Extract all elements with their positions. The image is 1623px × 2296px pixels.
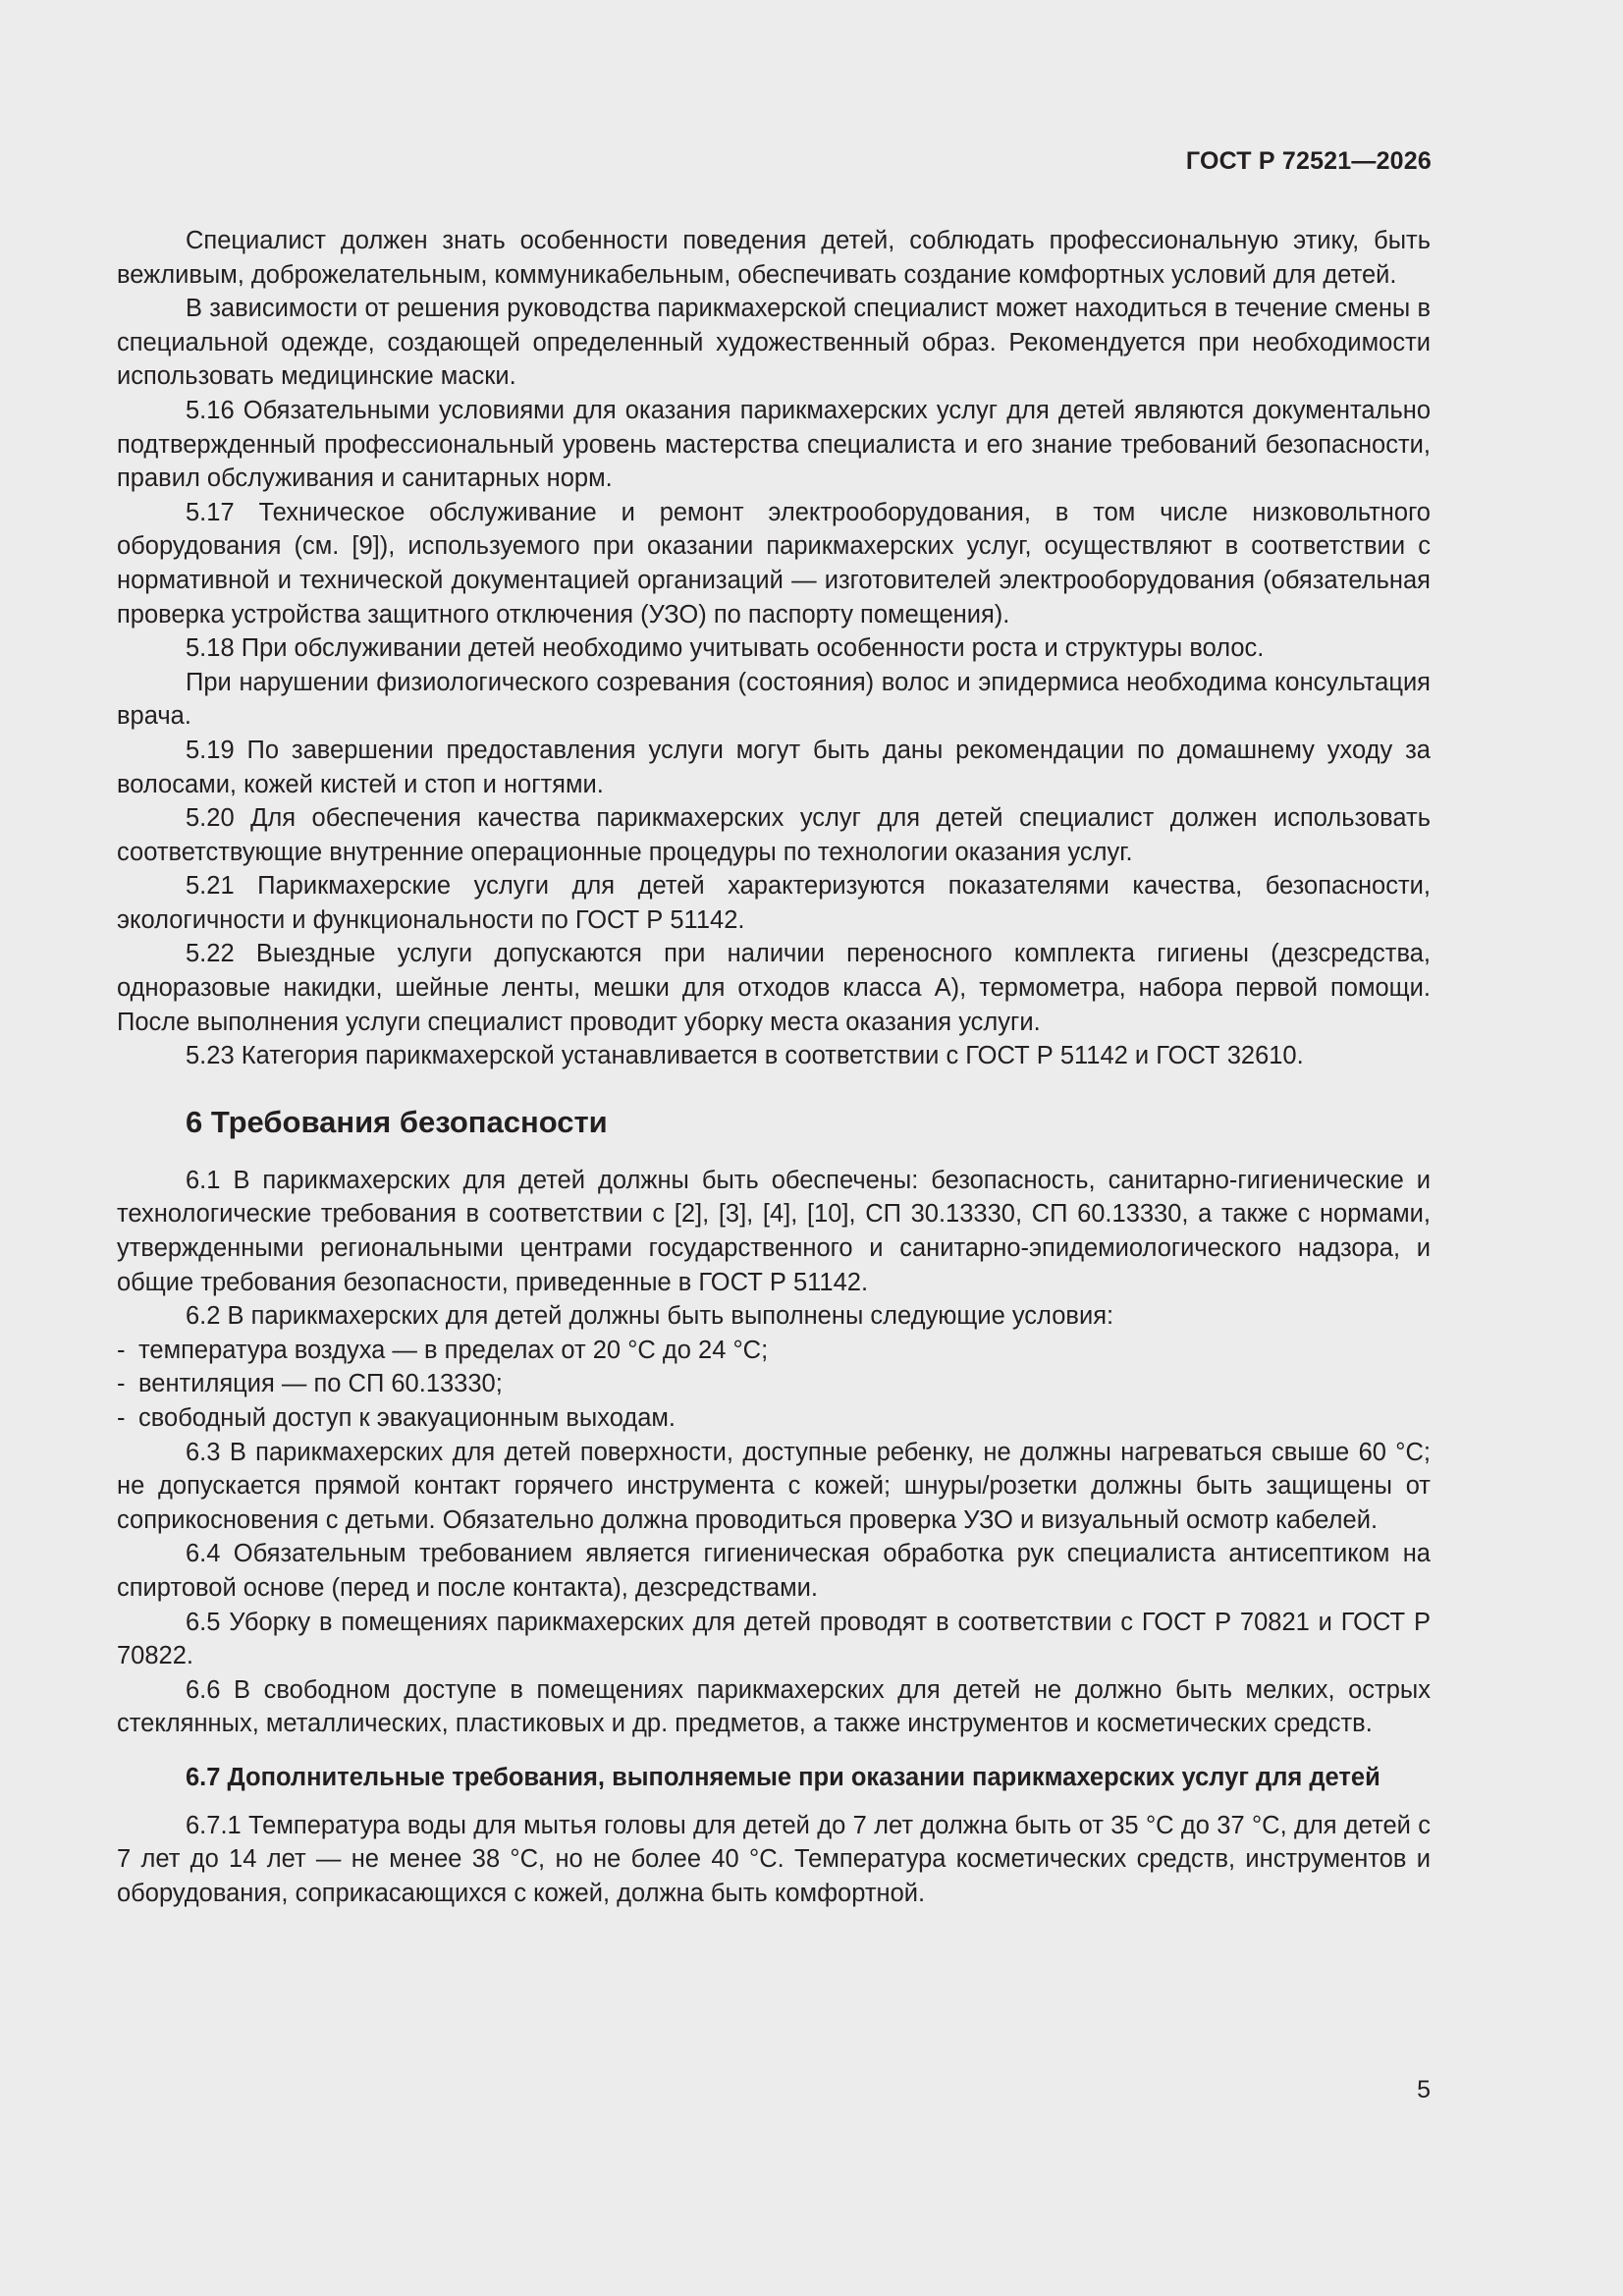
clause-6-5: 6.5 Уборку в помещениях парикмахерских для детей проводят в соответствии с ГОСТ Р 70821 и ГОСТ Р 70822. <box>117 1608 1431 1670</box>
section-6-title: 6 Требования безопасности <box>186 1104 608 1139</box>
list-item-text: свободный доступ к эвакуационным выходам. <box>138 1404 676 1432</box>
clause-6-6: 6.6 В свободном доступе в помещениях парикмахерских для детей не должно быть мелких, острых стеклянных, металлических, пластиковых и др. предметов, а также инструментов и косметических средств. <box>117 1675 1431 1738</box>
list-dash: - <box>117 1370 126 1398</box>
clause-5-19: 5.19 По завершении предоставления услуги могут быть даны рекомендации по домашнему уходу за волосами, кожей кистей и стоп и ногтями. <box>117 736 1431 798</box>
clause-5-23: 5.23 Категория парикмахерской устанавливается в соответствии с ГОСТ Р 51142 и ГОСТ 32610. <box>186 1042 1304 1070</box>
list-item-text: вентиляция — по СП 60.13330; <box>138 1370 503 1398</box>
clause-5-17: 5.17 Техническое обслуживание и ремонт электрооборудования, в том числе низковольтного оборудования (см. [9]), используемого при оказании парикмахерских услуг, осуществляют в соответствии с нормативной и технической документацией организаций — изготовителей электрооборудования (обязательная проверка устройства защитного отключения (УЗО) по паспорту помещения). <box>117 498 1431 629</box>
paragraph: В зависимости от решения руководства парикмахерской специалист может находиться в течение смены в специальной одежде, создающей определенный художественный образ. Рекомендуется при необходимости использовать медицинские маски. <box>117 295 1431 391</box>
list-dash: - <box>117 1404 126 1432</box>
clause-5-16: 5.16 Обязательными условиями для оказания парикмахерских услуг для детей являются документально подтвержденный профессиональный уровень мастерства специалиста и его знание требований безопасности, правил обслуживания и санитарных норм. <box>117 396 1431 493</box>
list-item <box>117 1334 1431 1368</box>
page-number: 5 <box>1417 2076 1431 2104</box>
list-item-text: температура воздуха — в пределах от 20 °С до 24 °С; <box>138 1336 769 1364</box>
list-item <box>117 1401 1431 1436</box>
clause-5-21: 5.21 Парикмахерские услуги для детей характеризуются показателями качества, безопасности, экологичности и функциональности по ГОСТ Р 51142. <box>117 872 1431 934</box>
clause-6-3: 6.3 В парикмахерских для детей поверхности, доступные ребенку, не должны нагреваться свыше 60 °С; не допускается прямой контакт горячего инструмента с кожей; шнуры/розетки должны быть защищены от соприкосновения с детьми. Обязательно должна проводиться проверка УЗО и визуальный осмотр кабелей. <box>117 1438 1431 1534</box>
clause-6-2: 6.2 В парикмахерских для детей должны быть выполнены следующие условия: <box>186 1302 1114 1331</box>
list-item <box>117 1367 1431 1401</box>
clause-5-22: 5.22 Выездные услуги допускаются при наличии переносного комплекта гигиены (дезсредства, одноразовые накидки, шейные ленты, мешки для отходов класса А), термометра, набора первой помощи. После выполнения услуги специалист проводит уборку места оказания услуги. <box>117 940 1431 1036</box>
paragraph: Специалист должен знать особенности поведения детей, соблюдать профессиональную этику, быть вежливым, доброжелательным, коммуникабельным, обеспечивать создание комфортных условий для детей. <box>117 227 1431 289</box>
clause-6-4: 6.4 Обязательным требованием является гигиеническая обработка рук специалиста антисептиком на спиртовой основе (перед и после контакта), дезсредствами. <box>117 1540 1431 1602</box>
paragraph: При нарушении физиологического созревания (состояния) волос и эпидермиса необходима консультация врача. <box>117 668 1431 731</box>
clause-6-7-1: 6.7.1 Температура воды для мытья головы для детей до 7 лет должна быть от 35 °С до 37 °С, для детей с 7 лет до 14 лет — не менее 38 °С, но не более 40 °С. Температура косметических средств, инструментов и оборудования, соприкасающихся с кожей, должна быть комфортной. <box>117 1811 1431 1907</box>
subsection-6-7-title: 6.7 Дополнительные требования, выполняемые при оказании парикмахерских услуг для детей <box>186 1763 1380 1791</box>
clause-6-1: 6.1 В парикмахерских для детей должны быть обеспечены: безопасность, санитарно-гигиенические и технологические требования в соответствии с [2], [3], [4], [10], СП 30.13330, СП 60.13330, а также с нормами, утвержденными региональными центрами государственного и санитарно-эпидемиологического надзора, и общие требования безопасности, приведенные в ГОСТ Р 51142. <box>117 1166 1431 1296</box>
page-content <box>117 224 1431 1910</box>
clause-5-18: 5.18 При обслуживании детей необходимо учитывать особенности роста и структуры волос. <box>186 634 1265 663</box>
document-id-header: ГОСТ Р 72521—2026 <box>1185 147 1432 175</box>
list-dash: - <box>117 1336 126 1364</box>
clause-5-20: 5.20 Для обеспечения качества парикмахерских услуг для детей специалист должен использовать соответствующие внутренние операционные процедуры по технологии оказания услуг. <box>117 804 1431 866</box>
